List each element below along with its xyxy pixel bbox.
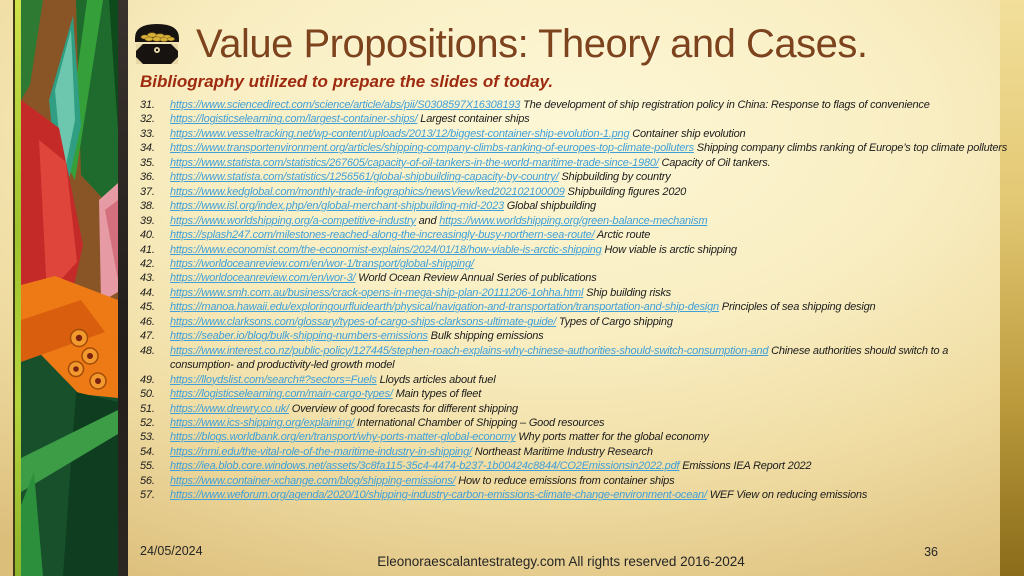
item-content: [170, 387, 1008, 401]
item-number: 37.: [140, 185, 155, 198]
item-number: 52.: [140, 416, 155, 429]
item-number: 54.: [140, 445, 155, 458]
item-number: 42.: [140, 257, 155, 270]
item-number: 50.: [140, 388, 155, 401]
item-content: [170, 474, 1008, 488]
item-number: 31.: [140, 99, 155, 111]
item-content: [170, 402, 1008, 416]
bibliography-link[interactable]: https://worldoceanreview.com/en/wor-3/: [170, 272, 356, 285]
bibliography-description: How to reduce emissions from container ships: [455, 474, 675, 487]
bibliography-link[interactable]: https://www.ics-shipping.org/explaining/: [170, 416, 354, 429]
bibliography-description: Global shipbuilding: [503, 200, 596, 213]
item-number: 56.: [140, 474, 155, 487]
bibliography-item: [140, 315, 1008, 329]
bibliography-link[interactable]: https://iea.blob.core.windows.net/assets/3c8fa115-35c4-4474-b237-1b00424c8844/CO2Emissionsin2022.pdf: [170, 460, 680, 473]
item-content: [170, 214, 1008, 228]
slide-subtitle: Bibliography utilized to prepare the slides of today.: [140, 72, 554, 91]
bibliography-item: [140, 141, 1008, 155]
item-content: [170, 445, 1008, 459]
bibliography-description: Largest container ships: [417, 113, 530, 126]
item-number: 53.: [140, 431, 155, 444]
bibliography-item: [140, 214, 1008, 228]
bibliography-description: How viable is arctic shipping: [601, 243, 737, 256]
bibliography-item: [140, 474, 1008, 488]
item-number: 36.: [140, 171, 155, 184]
bibliography-link[interactable]: https://www.weforum.org/agenda/2020/10/shipping-industry-carbon-emissions-climate-change-environment-ocean/: [170, 489, 707, 502]
bibliography-link[interactable]: https://www.economist.com/the-economist-explains/2024/01/18/how-viable-is-arctic-shipping: [170, 243, 602, 256]
bibliography-item: [140, 373, 1008, 387]
bibliography-link[interactable]: https://splash247.com/milestones-reached-along-the-increasingly-busy-northern-sea-route/: [170, 229, 595, 242]
bibliography-link[interactable]: https://www.transportenvironment.org/articles/shipping-company-climbs-ranking-of-europes-top-climate-polluters: [170, 142, 694, 155]
item-number: 48.: [140, 344, 155, 357]
bibliography-link[interactable]: https://worldoceanreview.com/en/wor-1/transport/global-shipping/: [170, 257, 474, 270]
item-content: [170, 300, 1008, 314]
item-number: 38.: [140, 200, 155, 213]
bibliography-item: [140, 243, 1008, 257]
bibliography-link[interactable]: https://logisticselearning.com/largest-container-ships/: [170, 113, 418, 126]
bibliography-description: Principles of sea shipping design: [718, 301, 876, 314]
bibliography-description: Emissions IEA Report 2022: [679, 460, 812, 473]
bibliography-link[interactable]: https://www.clarksons.com/glossary/types-of-cargo-ships-clarksons-ultimate-guide/: [170, 315, 557, 328]
bibliography-item: [140, 185, 1008, 199]
item-number: 35.: [140, 156, 155, 169]
item-content: [170, 170, 1008, 184]
bibliography-link[interactable]: https://www.interest.co.nz/public-policy/127445/stephen-roach-explains-why-chinese-authorities-should-switch-consumption-and: [170, 344, 769, 357]
item-content: [170, 243, 1008, 257]
item-content: [170, 112, 1008, 126]
bibliography-item: [140, 344, 1008, 373]
bibliography-item: [140, 228, 1008, 242]
bibliography-link[interactable]: https://www.vesseltracking.net/wp-content/uploads/2013/12/biggest-container-ship-evolution-1.png: [170, 127, 630, 140]
item-content: [170, 315, 1008, 329]
item-number: 41.: [140, 243, 155, 256]
bibliography-description: Main types of fleet: [392, 388, 482, 401]
page-number: 36: [924, 545, 938, 559]
item-content: [170, 459, 1008, 473]
item-number: 47.: [140, 330, 155, 343]
bibliography-item: [140, 329, 1008, 343]
bibliography-description: WEF View on reducing emissions: [706, 489, 868, 502]
item-number: 43.: [140, 272, 155, 285]
bibliography-item: [140, 445, 1008, 459]
item-content: [170, 488, 1008, 502]
bibliography-item: [140, 387, 1008, 401]
bibliography-description: Shipbuilding by country: [558, 171, 671, 184]
bibliography-item: [140, 257, 1008, 271]
bibliography-link[interactable]: https://www.isl.org/index.php/en/global-merchant-shipbuilding-mid-2023: [170, 200, 504, 213]
bibliography-link[interactable]: https://www.worldshipping.org/green-balance-mechanism: [439, 214, 708, 227]
slide-header: [133, 22, 868, 66]
item-content: [170, 271, 1008, 285]
item-number: 32.: [140, 113, 155, 126]
item-number: 46.: [140, 315, 155, 328]
bibliography-item: [140, 459, 1008, 473]
bibliography-item: [140, 156, 1008, 170]
bibliography-description: Chinese authorities should switch to a consumption- and productivity-led growth model: [170, 344, 949, 372]
bibliography-link[interactable]: https://manoa.hawaii.edu/exploringourfluidearth/physical/navigation-and-transportation/transportation-and-ship-design: [170, 301, 719, 314]
item-number: 39.: [140, 214, 155, 227]
bibliography-link[interactable]: https://seaber.io/blog/bulk-shipping-numbers-emissions: [170, 330, 428, 343]
bibliography-description: and: [415, 214, 440, 227]
bibliography-link[interactable]: https://www.drewry.co.uk/: [170, 402, 289, 415]
item-number: 51.: [140, 402, 155, 415]
bibliography-description: Arctic route: [594, 229, 651, 242]
bibliography-link[interactable]: https://blogs.worldbank.org/en/transport/why-ports-matter-global-economy: [170, 431, 516, 444]
bibliography-description: International Chamber of Shipping – Good resources: [354, 416, 605, 429]
item-content: [170, 127, 1008, 141]
bibliography-description: Why ports matter for the global economy: [515, 431, 709, 444]
bibliography-link[interactable]: https://www.worldshipping.org/a-competitive-industry: [170, 214, 416, 227]
footer-copyright: Eleonoraescalantestrategy.com All rights reserved 2016-2024: [377, 554, 745, 569]
bibliography-link[interactable]: https://www.container-xchange.com/blog/shipping-emissions/: [170, 474, 456, 487]
bibliography-item: [140, 402, 1008, 416]
bibliography-link[interactable]: https://logisticselearning.com/main-cargo-types/: [170, 388, 393, 401]
bibliography-description: Ship building risks: [583, 286, 671, 299]
bibliography-link[interactable]: https://nmi.edu/the-vital-role-of-the-maritime-industry-in-shipping/: [170, 445, 472, 458]
bibliography-item: [140, 98, 1008, 112]
bibliography-item: [140, 170, 1008, 184]
bibliography-description: The development of ship registration policy in China: Response to flags of convenience: [520, 99, 930, 111]
artwork-right-frame: [118, 0, 128, 576]
item-number: 40.: [140, 229, 155, 242]
bibliography-item: [140, 127, 1008, 141]
bibliography-description: Lloyds articles about fuel: [376, 373, 496, 386]
item-content: [170, 156, 1008, 170]
item-number: 44.: [140, 286, 155, 299]
footer-date: 24/05/2024: [140, 544, 203, 558]
bibliography-item: [140, 488, 1008, 502]
item-content: [170, 373, 1008, 387]
bibliography-item: [140, 416, 1008, 430]
bibliography-link[interactable]: https://www.smh.com.au/business/crack-opens-in-mega-ship-plan-20111206-1ohha.html: [170, 286, 584, 299]
item-content: [170, 286, 1008, 300]
item-number: 55.: [140, 460, 155, 473]
bibliography-description: World Ocean Review Annual Series of publications: [355, 272, 597, 285]
bibliography-description: Shipbuilding figures 2020: [564, 185, 687, 198]
bibliography-list: [140, 98, 1008, 503]
item-content: [170, 344, 1008, 373]
item-content: [170, 199, 1008, 213]
decorative-artwork: [13, 0, 128, 576]
item-number: 45.: [140, 301, 155, 314]
bibliography-link[interactable]: https://www.sciencedirect.com/science/article/abs/pii/S0308597X16308193: [170, 99, 521, 111]
item-number: 49.: [140, 373, 155, 386]
item-number: 34.: [140, 142, 155, 155]
bibliography-item: [140, 199, 1008, 213]
bibliography-description: Shipping company climbs ranking of Europe’s top climate polluters: [693, 142, 1008, 155]
bibliography-link[interactable]: https://lloydslist.com/search#?sectors=Fuels: [170, 373, 377, 386]
item-content: [170, 430, 1008, 444]
bibliography-description: Capacity of Oil tankers.: [658, 156, 771, 169]
bibliography-description: Bulk shipping emissions: [427, 330, 544, 343]
bibliography-link[interactable]: https://www.statista.com/statistics/1256561/global-shipbuilding-capacity-by-country/: [170, 171, 559, 184]
bibliography-item: [140, 300, 1008, 314]
item-content: [170, 416, 1008, 430]
bibliography-description: Northeast Maritime Industry Research: [471, 445, 653, 458]
item-content: [170, 257, 1008, 271]
page-title: Value Propositions: Theory and Cases.: [196, 22, 868, 66]
bibliography-item: [140, 112, 1008, 126]
bibliography-item: [140, 271, 1008, 285]
bibliography-link[interactable]: https://www.kedglobal.com/monthly-trade-infographics/newsView/ked202102100009: [170, 185, 565, 198]
item-content: [170, 141, 1008, 155]
bibliography-description: Container ship evolution: [629, 127, 746, 140]
bibliography-description: Types of Cargo shipping: [556, 315, 673, 328]
bibliography-item: [140, 286, 1008, 300]
item-content: [170, 98, 1008, 112]
item-content: [170, 228, 1008, 242]
bibliography-link[interactable]: https://www.statista.com/statistics/267605/capacity-of-oil-tankers-in-the-world-maritime-trade-since-1980/: [170, 156, 659, 169]
item-number: 57.: [140, 489, 155, 502]
bibliography-item: [140, 430, 1008, 444]
treasure-chest-icon: [133, 22, 181, 66]
item-number: 33.: [140, 127, 155, 140]
bibliography-description: Overview of good forecasts for different shipping: [288, 402, 518, 415]
item-content: [170, 329, 1008, 343]
tropical-flower-painting-image: [21, 0, 118, 576]
item-content: [170, 185, 1008, 199]
